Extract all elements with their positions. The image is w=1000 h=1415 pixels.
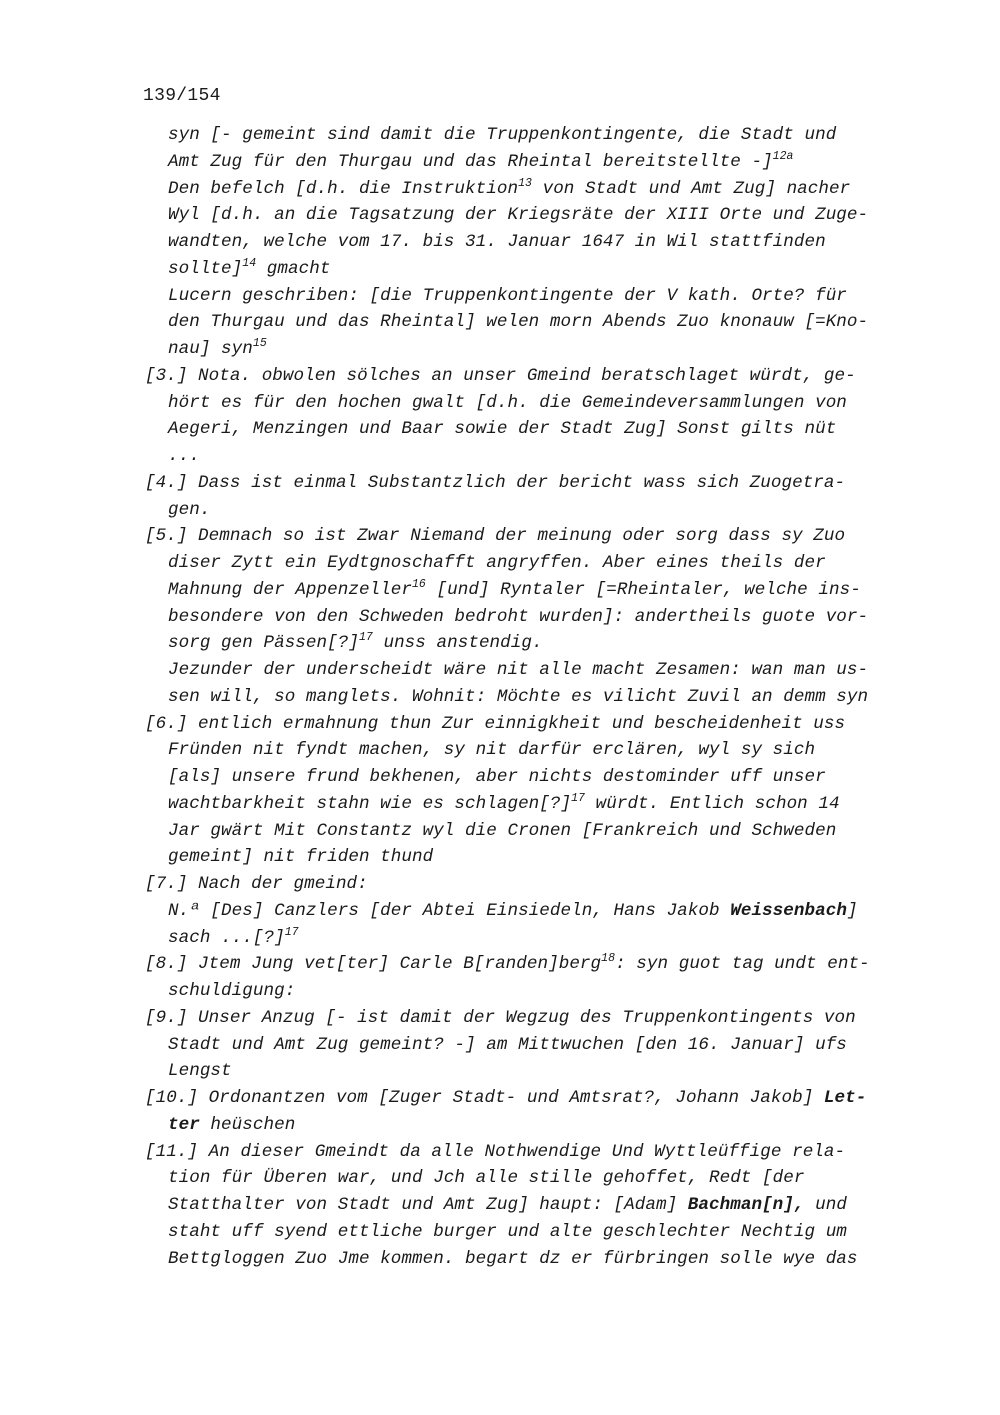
text-line: ter heüschen [168,1114,296,1135]
text-line: [3.] Nota. obwolen sölches an unser Gmeind beratschlaget würdt, ge- [145,365,856,386]
text-line: hört es für den hochen gwalt [d.h. die Gemeindeversammlungen von [168,392,847,413]
text-line: [11.] An dieser Gmeindt da alle Nothwendige Und Wyttleüffige rela- [145,1141,846,1162]
text-line: Stadt und Amt Zug gemeint? -] am Mittwuchen [den 16. Januar] ufs [168,1034,847,1055]
text-line: staht uff syend ettliche burger und alte geschlechter Nechtig um [168,1221,847,1242]
text-line: sach ...[?]$^{17}$ [168,925,299,948]
text-line: Lucern geschriben: [die Truppenkontingente der V kath. Orte? für [168,285,847,306]
text-line: Statthalter von Stadt und Amt Zug] haupt: [Adam] Bachman[n], und [168,1195,847,1215]
text-line: Den befelch [d.h. die Instruktion$^{13}$ von Stadt und Amt Zug] nacher [168,176,851,199]
text-line: [9.] Unser Anzug [- ist damit der Wegzug des Truppenkontingents von [145,1007,856,1028]
text-line: [10.] Ordonantzen vom [Zuger Stadt- und Amtsrat?, Johann Jakob] Let- [145,1088,867,1108]
text-line: sen will, so manglets. Wohnit: Möchte es vilicht Zuvil an demm syn [168,686,869,707]
text-line: Lengst [168,1061,232,1082]
text-line: Jar gwärt Mit Constantz wyl die Cronen [Frankreich und Schweden [168,820,837,841]
text-line: gen. [168,499,211,520]
text-line: schuldigung: [168,981,296,1001]
text-line: Bettgloggen Zuo Jme kommen. begart dz er fürbringen solle wye das [168,1248,858,1269]
text-line: Aegeri, Menzingen und Baar sowie der Stadt Zug] Sonst gilts nüt [168,419,837,440]
text-line: [5.] Demnach so ist Zwar Niemand der meinung oder sorg dass sy Zuo [145,526,846,547]
text-line: den Thurgau und das Rheintal] welen morn Abends Zuo knonauw [=Kno- [168,312,869,333]
text-line: Wyl [d.h. an die Tagsatzung der Kriegsräte der XIII Orte und Zuge- [168,205,869,226]
text-line: besondere von den Schweden bedroht wurden]: andertheils guote vor- [168,606,869,627]
text-line: ... [168,446,200,466]
text-line: sorg gen Pässen[?]$^{17}$ unss anstendig. [168,631,543,654]
text-line: [als] unsere frund bekhenen, aber nichts destominder uff unser [168,767,826,787]
document-body [145,122,915,1272]
text-line: syn [- gemeint sind damit die Truppenkontingente, die Stadt und [168,125,837,145]
page-number: 139/154 [143,86,221,106]
text-line: tion für Überen war, und Jch alle stille gehoffet, Redt [der [168,1168,805,1189]
text-line: Amt Zug für den Thurgau und das Rheintal bereitstellte -]$^{12a}$ [168,149,794,172]
text-line: Mahnung der Appenzeller$^{16}$ [und] Ryntaler [=Rheintaler, welche ins- [168,577,861,600]
text-line: Fründen nit fyndt machen, sy nit darfür erclären, wyl sy sich [168,740,816,761]
text-line: gemeint] nit friden thund [168,847,434,868]
text-line: N.ª [Des] Canzlers [der Abtei Einsiedeln, Hans Jakob Weissenbach] [168,900,858,921]
text-line: [6.] entlich ermahnung thun Zur einnigkheit und bescheidenheit uss [145,713,846,734]
text-line: [8.] Jtem Jung vet[ter] Carle B[randen]berg$^{18}$: syn guot tag undt ent- [145,952,870,975]
text-line: [7.] Nach der gmeind: [145,874,368,894]
text-line: wachtbarkheit stahn wie es schlagen[?]$^{17}$ würdt. Entlich schon 14 [168,791,840,814]
text-line: Jezunder der underscheidt wäre nit alle macht Zesamen: wan man us- [168,660,869,680]
text-line: sollte]$^{14}$ gmacht [168,256,331,279]
text-line: diser Zytt ein Eydtgnoschafft angryffen. Aber eines theils der [168,553,826,573]
text-line: wandten, welche vom 17. bis 31. Januar 1647 in Wil stattfinden [168,232,826,252]
text-line: [4.] Dass ist einmal Substantzlich der bericht wass sich Zuogetra- [145,472,846,493]
text-line: nau] syn$^{15}$ [168,337,267,359]
